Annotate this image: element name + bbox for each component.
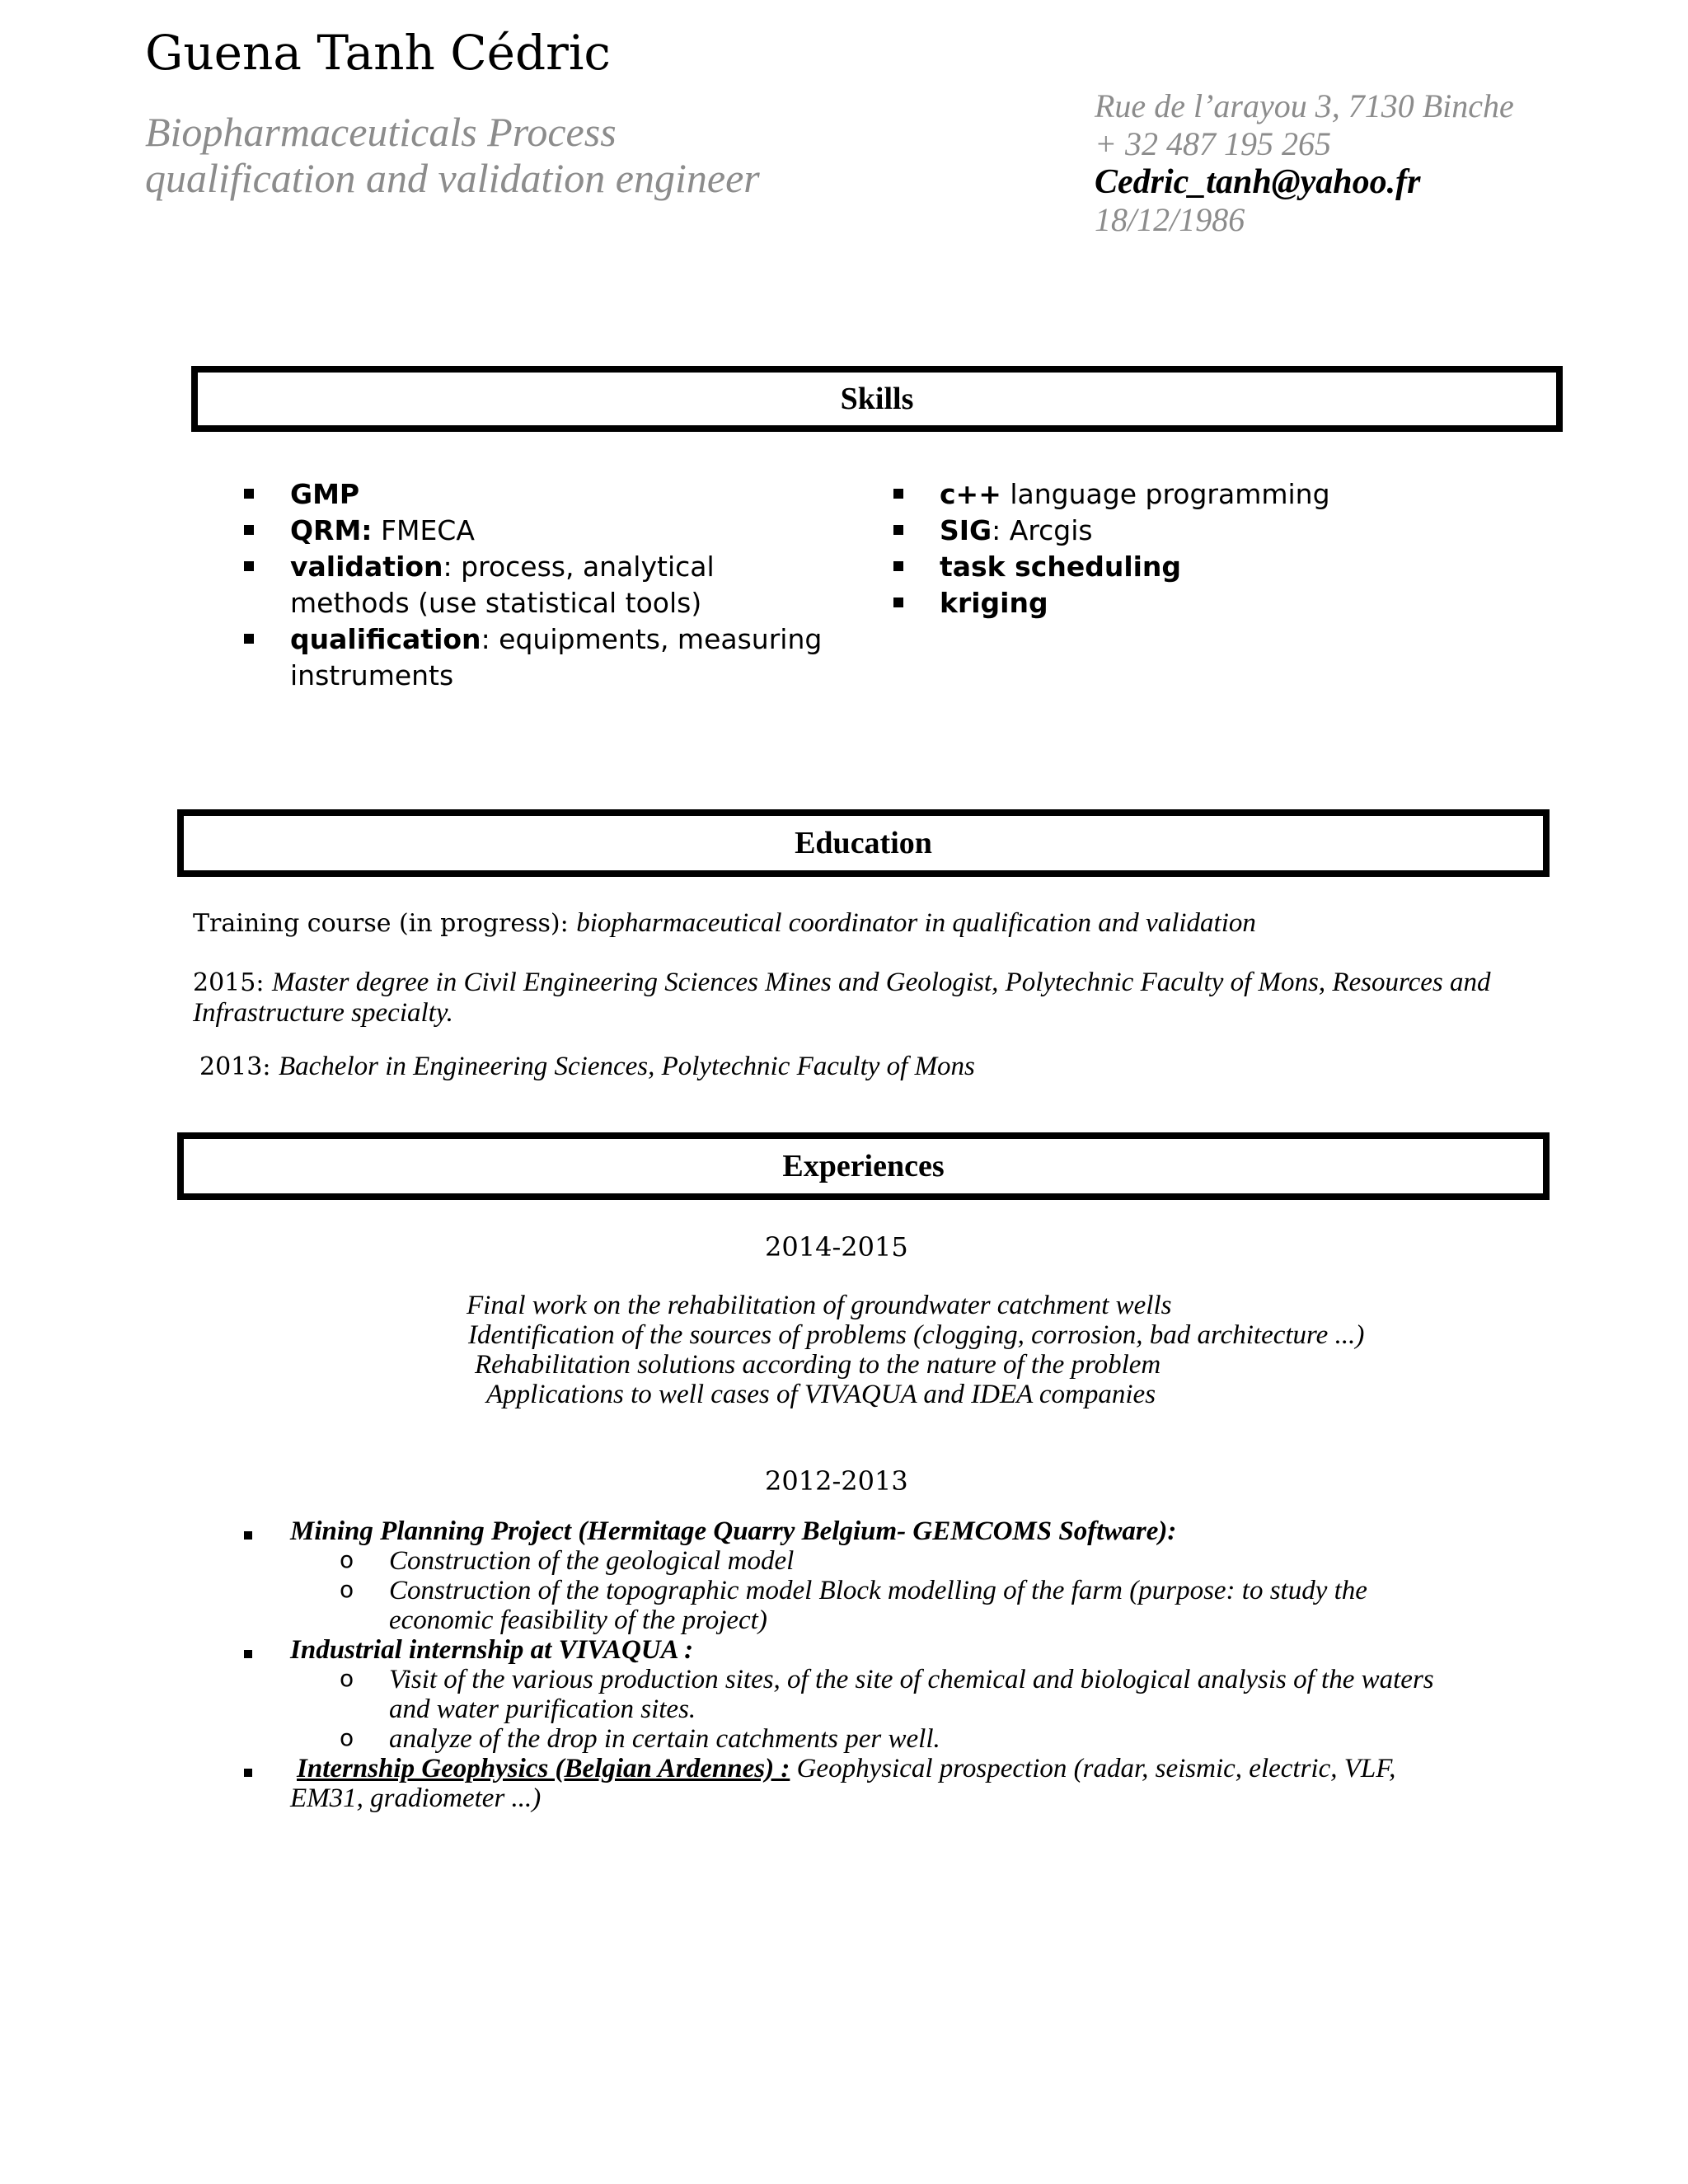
skill-name: QRM: bbox=[290, 514, 373, 546]
experience-subitem: Construction of the geological model bbox=[389, 1546, 795, 1576]
experience-subitem-continuation: and water purification sites. bbox=[389, 1694, 696, 1724]
experience-line: Final work on the rehabilitation of groundwater catchment wells bbox=[467, 1291, 1172, 1320]
circle-bullet-icon: o bbox=[340, 1546, 354, 1573]
education-heading-box bbox=[177, 809, 1550, 877]
skills-list-right bbox=[889, 476, 1482, 621]
experience-subitem: Visit of the various production sites, of the site of chemical and biological analysis of the waters bbox=[389, 1665, 1434, 1694]
skill-detail: : equipments, measuring instruments bbox=[290, 623, 823, 691]
job-title-line-2: qualification and validation engineer bbox=[145, 155, 760, 201]
experience-item-continuation: EM31, gradiometer ...) bbox=[290, 1783, 542, 1813]
experience-line: Applications to well cases of VIVAQUA and IDEA companies bbox=[486, 1380, 1156, 1409]
education-text: Master degree in Civil Engineering Sciences Mines and Geologist, Polytechnic Faculty of Mons, Resources and Infrastructure specialty. bbox=[193, 968, 1491, 1028]
experiences-heading: Experiences bbox=[782, 1149, 945, 1183]
skill-name: qualification bbox=[290, 623, 481, 655]
candidate-name: Guena Tanh Cédric bbox=[145, 25, 611, 81]
education-heading: Education bbox=[795, 826, 932, 860]
experience-item-title: Internship Geophysics (Belgian Ardennes) : bbox=[297, 1754, 790, 1783]
education-year: 2015: bbox=[193, 968, 272, 997]
email-link[interactable]: Cedric_tanh@yahoo.fr bbox=[1095, 163, 1421, 201]
square-bullet-icon bbox=[893, 561, 903, 571]
square-bullet-icon bbox=[893, 489, 903, 499]
square-bullet-icon bbox=[244, 525, 254, 535]
skill-item bbox=[889, 549, 1482, 585]
skill-item bbox=[239, 513, 832, 549]
square-bullet-icon bbox=[893, 525, 903, 535]
skills-list-left bbox=[239, 476, 832, 694]
square-bullet-icon bbox=[244, 1650, 252, 1658]
square-bullet-icon bbox=[244, 634, 254, 644]
skill-item bbox=[889, 476, 1482, 513]
education-label: Training course (in progress): bbox=[193, 909, 577, 938]
square-bullet-icon bbox=[893, 598, 903, 607]
birthdate: 18/12/1986 bbox=[1095, 201, 1245, 238]
experience-period-year: 2012-2013 bbox=[765, 1465, 908, 1497]
skill-item bbox=[889, 585, 1482, 621]
experience-item-title: Industrial internship at VIVAQUA : bbox=[290, 1635, 694, 1665]
job-title-line-1: Biopharmaceuticals Process bbox=[145, 109, 617, 155]
contact-block bbox=[1095, 87, 1514, 239]
square-bullet-icon bbox=[244, 489, 254, 499]
experience-subitem: Construction of the topographic model Block modelling of the farm (purpose: to study the bbox=[389, 1576, 1367, 1605]
education-text: Bachelor in Engineering Sciences, Polytechnic Faculty of Mons bbox=[279, 1052, 975, 1081]
experience-subitem-continuation: economic feasibility of the project) bbox=[389, 1605, 767, 1635]
skill-name: validation bbox=[290, 551, 443, 583]
square-bullet-icon bbox=[244, 1531, 252, 1540]
skill-name: GMP bbox=[290, 478, 360, 510]
experience-subitem: analyze of the drop in certain catchments per well. bbox=[389, 1724, 940, 1754]
skill-detail: FMECA bbox=[372, 514, 475, 546]
circle-bullet-icon: o bbox=[340, 1665, 354, 1692]
skill-name: task scheduling bbox=[940, 551, 1182, 583]
phone: + 32 487 195 265 bbox=[1095, 125, 1331, 162]
circle-bullet-icon: o bbox=[340, 1724, 354, 1751]
skill-detail: : Arcgis bbox=[992, 514, 1093, 546]
skills-heading: Skills bbox=[840, 382, 914, 416]
address: Rue de l’arayou 3, 7130 Binche bbox=[1095, 87, 1514, 124]
skill-detail: : process, analytical methods (use statistical tools) bbox=[290, 551, 715, 619]
job-title bbox=[145, 109, 760, 201]
experience-line: Rehabilitation solutions according to the nature of the problem bbox=[475, 1350, 1161, 1380]
education-entry bbox=[199, 1052, 975, 1082]
square-bullet-icon bbox=[244, 561, 254, 571]
skill-item bbox=[889, 513, 1482, 549]
experiences-heading-box bbox=[177, 1132, 1550, 1200]
skill-item bbox=[239, 549, 832, 621]
skills-heading-box bbox=[191, 366, 1563, 432]
experience-item-title: Mining Planning Project (Hermitage Quarry Belgium- GEMCOMS Software): bbox=[290, 1516, 1177, 1546]
skill-name: kriging bbox=[940, 587, 1048, 619]
skill-name: c++ bbox=[940, 478, 1001, 510]
experience-item-detail: Geophysical prospection (radar, seismic, electric, VLF, bbox=[790, 1754, 1396, 1783]
experience-period-year: 2014-2015 bbox=[765, 1231, 908, 1263]
square-bullet-icon bbox=[244, 1769, 252, 1777]
education-year: 2013: bbox=[199, 1052, 279, 1081]
skill-item bbox=[239, 476, 832, 513]
education-entry bbox=[193, 908, 1256, 939]
experience-line: Identification of the sources of problems (clogging, corrosion, bad architecture ...) bbox=[468, 1320, 1365, 1350]
skill-item bbox=[239, 621, 832, 694]
education-entry bbox=[193, 968, 1545, 1029]
circle-bullet-icon: o bbox=[340, 1576, 354, 1603]
skill-detail: language programming bbox=[1001, 478, 1330, 510]
experience-item bbox=[297, 1754, 1395, 1784]
skill-name: SIG bbox=[940, 514, 992, 546]
education-text: biopharmaceutical coordinator in qualification and validation bbox=[576, 908, 1256, 938]
